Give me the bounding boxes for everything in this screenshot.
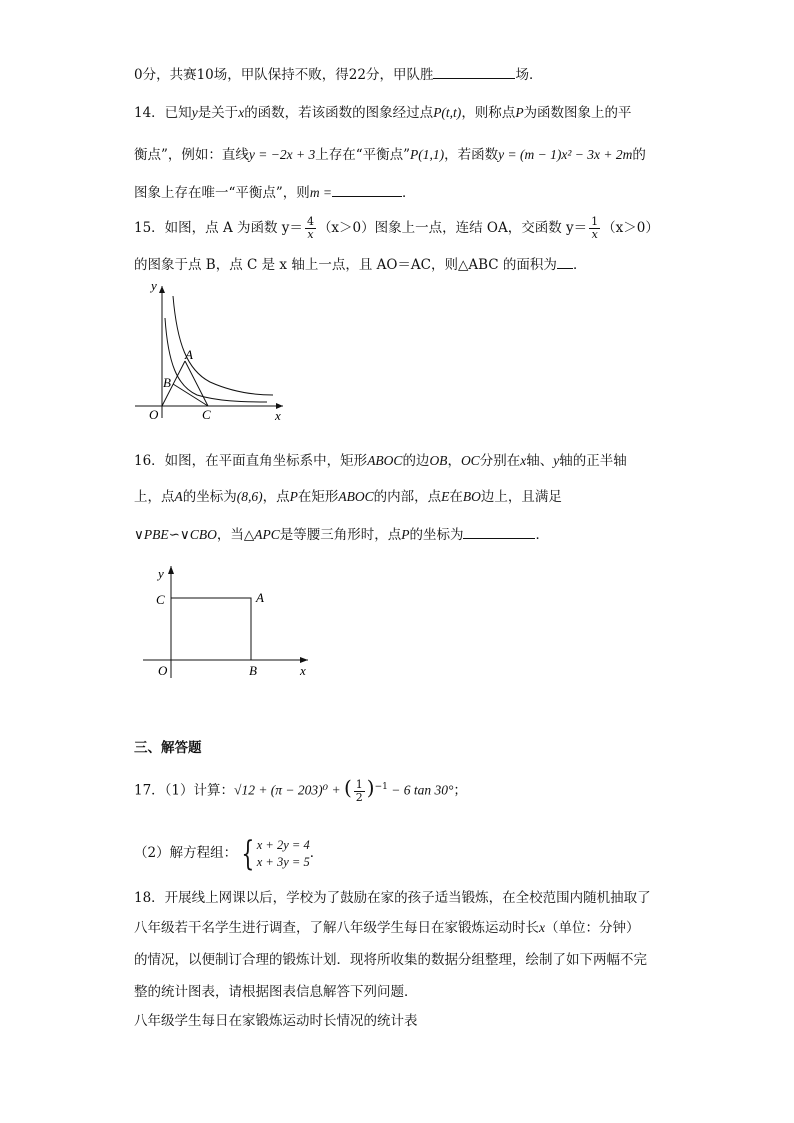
label-B: B (163, 375, 171, 390)
q14-end: ． (402, 185, 416, 201)
q16-text: 是等腰三角形时，点 (279, 527, 402, 543)
q18-table-title: 八年级学生每日在家锻炼运动时长情况的统计表 (134, 1013, 418, 1029)
q17-equation-system (257, 837, 310, 871)
q14-text: 衡点”，例如：直线 (134, 147, 249, 163)
q16-line3 (134, 524, 549, 545)
q14-text: 的函数，若该函数的图象经过点 (244, 105, 434, 121)
q14-example-point: P(1,1) (410, 147, 445, 162)
label-x: x (275, 408, 281, 423)
label-y: y (151, 278, 157, 293)
q17-part2 (134, 833, 323, 873)
label-O: O (149, 407, 159, 422)
q15-fraction-1-over-x (589, 216, 600, 241)
q15-answer-blank[interactable] (557, 254, 573, 269)
paren-close: ) (366, 775, 375, 800)
q16-text: 的边 (402, 453, 430, 469)
q16-text: ，点 (262, 489, 290, 505)
q18-text: （单位：分钟） (545, 920, 640, 936)
q15-text: 15．如图，点 A 为函数 y＝ (134, 220, 303, 236)
equation-2: x + 3y = 5 (256, 854, 310, 869)
frac-den: x (307, 228, 314, 241)
q14-line-expression: y = −2x + 3 (248, 147, 316, 162)
q14-var-x: x (238, 105, 245, 120)
q14-function-expression: y = (m − 1)x² − 3x + 2m (498, 147, 633, 162)
q16-text: 在 (449, 489, 463, 505)
q17-part1 (134, 770, 467, 808)
q16-text: 轴的正半轴 (559, 453, 627, 469)
q18-line3: 的情况，以便制订合理的锻炼计划．现将所收集的数据分组整理，绘制了如下两幅不完 (134, 952, 647, 968)
q16-text: 边上，且满足 (480, 489, 562, 505)
q16-var-y: y (553, 453, 560, 468)
q14-point-p: P(t,t) (433, 105, 462, 120)
curve-4-over-x (173, 296, 273, 395)
label-O: O (158, 663, 168, 678)
q16-text: 分别在 (479, 453, 521, 469)
q16-point-P: P (289, 489, 298, 504)
label-C: C (202, 407, 211, 422)
q17-label: 17．（1）计算： (134, 782, 235, 799)
frac-num: 4 (306, 215, 314, 228)
q18-text: 八年级若干名学生进行调查，了解八年级学生每日在家锻炼运动时长 (134, 920, 539, 936)
q13-after: 场． (515, 67, 543, 83)
q15-end: ． (572, 257, 587, 273)
q14-var-y: y (191, 105, 198, 120)
q17-half-fraction (354, 779, 365, 804)
equation-1: x + 2y = 4 (256, 837, 310, 852)
q16-figure (140, 560, 320, 685)
q16-answer-blank[interactable] (463, 524, 535, 539)
label-C: C (156, 592, 165, 607)
q14-text: 上存在“平衡点” (315, 147, 411, 163)
curve-1-over-x (165, 318, 267, 402)
rectangle-ABOC (171, 598, 251, 660)
q15-line2 (134, 254, 586, 275)
frac-num: 1 (591, 215, 599, 228)
brace-icon: { (241, 833, 255, 874)
q16-text: 上，点 (134, 489, 175, 505)
section-title: 三、解答题 (134, 740, 202, 756)
q14-text: 图象上存在唯一“平衡点”，则 (134, 185, 310, 201)
q17-part2-label: （2）解方程组： (134, 845, 238, 861)
q18-line2 (134, 918, 640, 938)
q13-tail-line (134, 64, 542, 85)
label-A: A (185, 347, 193, 362)
q16-text: 轴、 (526, 453, 554, 469)
q14-text: 14．已知 (134, 105, 192, 121)
q18-line1: 18．开展线上网课以后，学校为了鼓励在家的孩子适当锻炼，在全校范围内随机抽取了 (134, 890, 651, 906)
q16-point-E: E (441, 489, 450, 504)
label-y: y (158, 566, 164, 581)
q18-line4: 整的统计图表，请根据图表信息解答下列问题． (134, 984, 418, 1000)
q16-text: 的坐标为 (182, 489, 237, 505)
q16-point-A: A (174, 489, 183, 504)
q17-expression-b: − 6 tan 30° (387, 782, 454, 798)
q16-point-P: P (401, 527, 410, 542)
q16-coord-A: (8,6) (236, 489, 263, 504)
q16-text: 的坐标为 (409, 527, 464, 543)
q16-text: 16．如图，在平面直角坐标系中，矩形 (134, 453, 368, 469)
q16-rect-name: ABOC (367, 453, 403, 468)
q14-var-p: P (515, 105, 524, 120)
q14-answer-blank[interactable] (332, 182, 402, 197)
label-x: x (300, 663, 306, 678)
q17-exponent: −1 (374, 782, 388, 792)
y-axis-arrow-icon (168, 566, 174, 574)
q15-fraction-4-over-x (305, 216, 316, 241)
q14-line3 (134, 182, 416, 203)
q16-side-OB: OB (429, 453, 448, 468)
q16-side-BO: BO (462, 489, 481, 504)
q16-similarity: ∨PBE∽∨CBO (134, 527, 217, 542)
q17-end: ； (453, 782, 467, 799)
q16-var-x: x (520, 453, 527, 468)
label-A: A (256, 590, 264, 605)
q18-var-x: x (539, 920, 545, 935)
frac-den: x (591, 228, 598, 241)
q17-part2-end: ． (309, 845, 324, 861)
q15-text: 的图象于点 B，点 C 是 x 轴上一点，且 AO＝AC，则△ABC 的面积为 (134, 257, 557, 273)
q16-text: 在矩形 (297, 489, 339, 505)
label-B: B (249, 663, 257, 678)
q14-text: ，若函数 (444, 147, 499, 163)
q14-text: 的 (632, 147, 646, 163)
q14-text: 为函数图象上的平 (523, 105, 632, 121)
q16-text: ， (447, 453, 461, 469)
q16-end: ． (535, 527, 549, 543)
y-axis-arrow-icon (159, 286, 165, 293)
q15-line1 (134, 214, 659, 242)
q16-triangle-APC: APC (254, 527, 280, 542)
paren-open: ( (343, 775, 352, 800)
frac-num: 1 (355, 777, 363, 791)
q13-answer-blank[interactable] (433, 64, 515, 79)
frac-den: 2 (355, 790, 363, 804)
q14-text: 是关于 (197, 105, 239, 121)
q15-figure (125, 278, 295, 428)
q16-text: 的内部，点 (373, 489, 442, 505)
q16-side-OC: OC (460, 453, 480, 468)
q15-text: （x＞0）图象上一点，连结 OA，交函数 y＝ (317, 220, 588, 236)
q14-line2 (134, 145, 646, 165)
q15-text: （x＞0） (602, 220, 659, 236)
q13-text: 0分，共赛10场，甲队保持不败，得22分，甲队胜 (134, 67, 434, 83)
q14-text: ，则称点 (461, 105, 516, 121)
q16-text: ，当△ (216, 527, 255, 543)
q14-m-equals: m = (309, 185, 333, 200)
q16-rect-name: ABOC (338, 489, 374, 504)
q14-line1 (134, 103, 632, 123)
q16-line2 (134, 487, 562, 507)
q17-expression-a: √12 + (π − 203)⁰ + (234, 782, 344, 798)
q16-line1 (134, 451, 627, 471)
